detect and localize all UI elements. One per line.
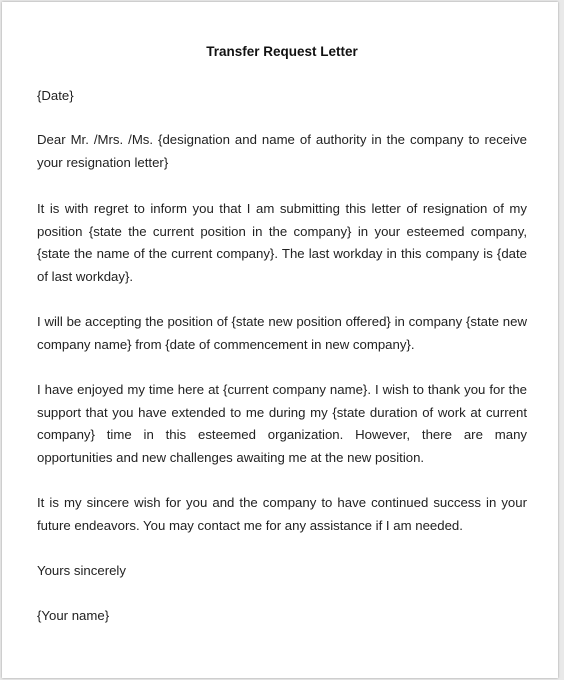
letter-paragraph-gratitude: I have enjoyed my time here at {current company name}. I wish to thank you for the support that you have extended to me during my {state duration of work at current company} time in this esteemed organization. However, there are many opportunities and new challenges awaiting me at the new position. xyxy=(37,382,527,465)
letter-title: Transfer Request Letter xyxy=(206,44,358,59)
letter-date: {Date} xyxy=(37,88,74,103)
letter-signature: {Your name} xyxy=(37,608,110,623)
letter-closing: Yours sincerely xyxy=(37,563,126,578)
letter-salutation: Dear Mr. /Mrs. /Ms. {designation and name of authority in the company to receive your resignation letter} xyxy=(37,132,527,170)
letter-paragraph-resignation: It is with regret to inform you that I am submitting this letter of resignation of my position {state the current position in the company} in your esteemed company, {state the name of the current company}. The last workday in this company is {date of last workday}. xyxy=(37,201,527,284)
letter-paragraph-wishes: It is my sincere wish for you and the company to have continued success in your future endeavors. You may contact me for any assistance if I am needed. xyxy=(37,495,527,533)
letter-paragraph-new-position: I will be accepting the position of {state new position offered} in company {state new company name} from {date of commencement in new company}. xyxy=(37,314,527,352)
